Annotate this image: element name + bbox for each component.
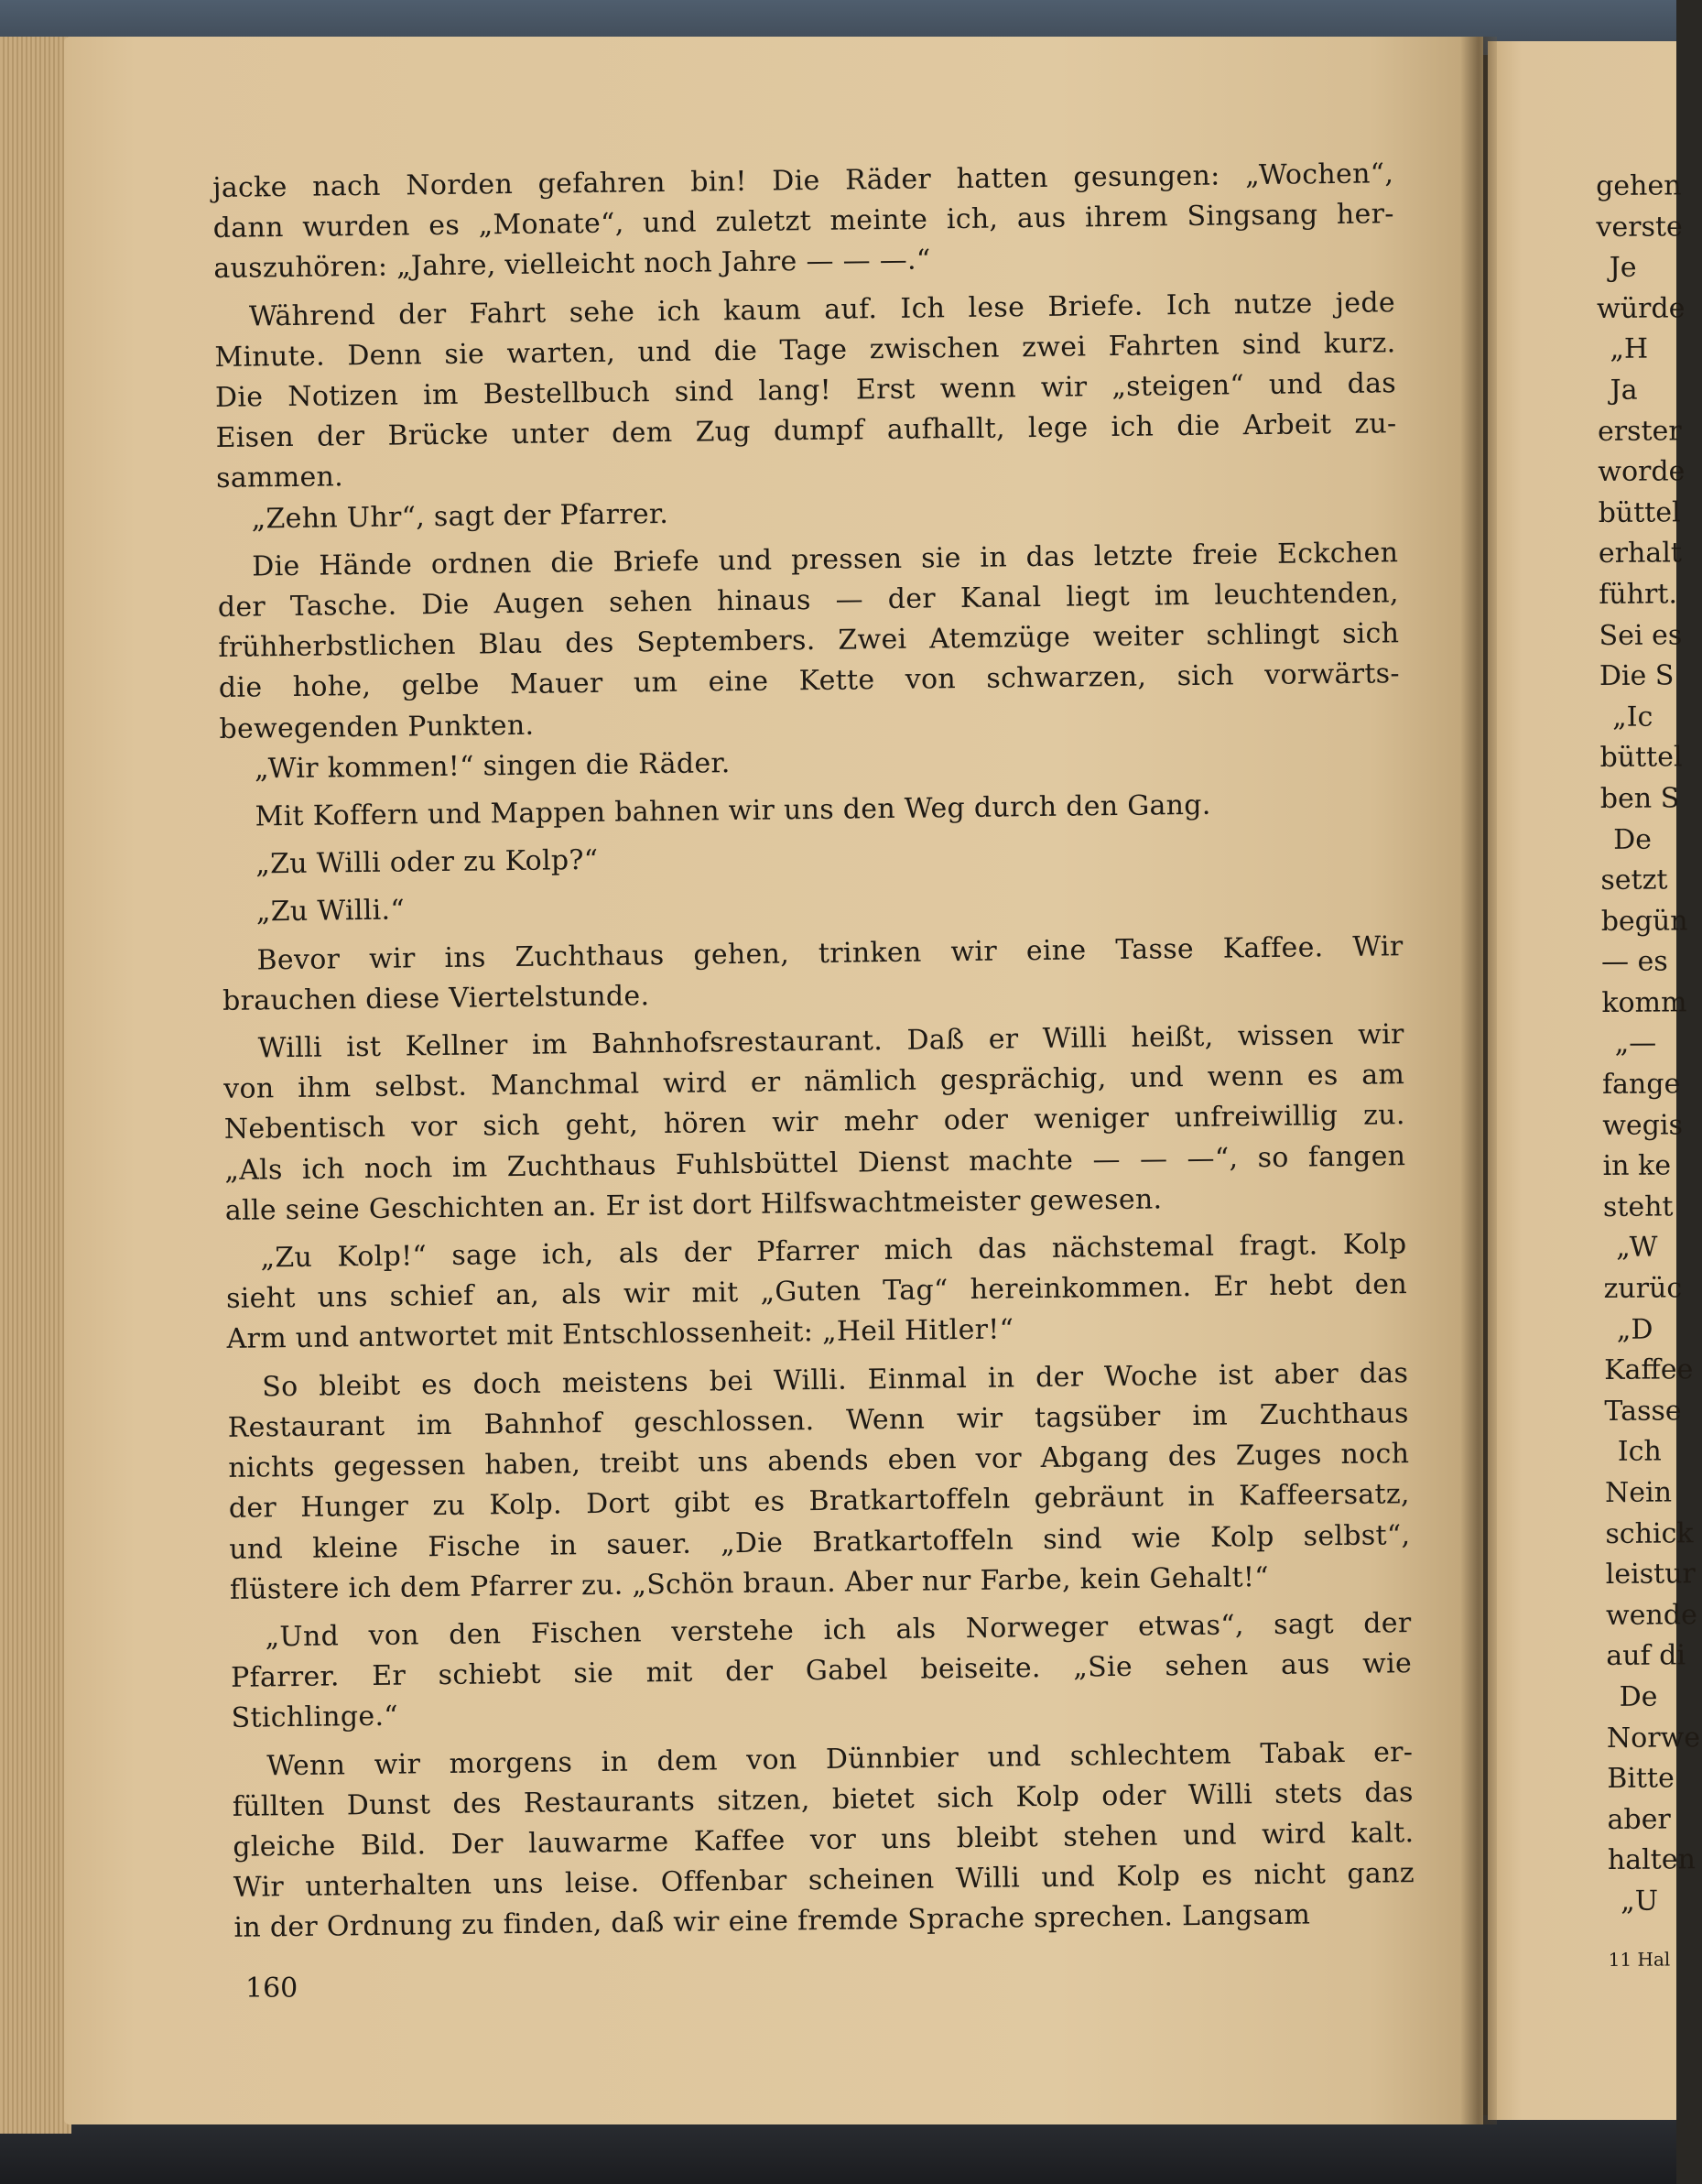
- text-line: Die Notizen im Bestellbuch sind lang! Erst wenn wir „steigen“ und das: [214, 367, 1397, 414]
- text-line: jacke nach Norden gefahren bin! Die Räder hatten gesungen: „Wochen“,: [212, 158, 1394, 204]
- facing-text-fragment: ben S: [1599, 782, 1680, 815]
- page-number: 160: [245, 1972, 298, 2005]
- facing-text-fragment: Nein: [1604, 1476, 1673, 1509]
- facing-text-fragment: „U: [1621, 1885, 1659, 1918]
- text-line: sieht uns schief an, als wir mit „Guten Tag“ hereinkommen. Er hebt den: [225, 1268, 1408, 1316]
- text-line: Die Hände ordnen die Briefe und pressen sie in das letzte freie Eckchen: [252, 537, 1399, 583]
- facing-text-fragment: schick: [1605, 1516, 1694, 1550]
- text-line: Stichlinge.“: [231, 1700, 399, 1735]
- facing-text-fragment: auf di: [1606, 1639, 1686, 1673]
- facing-text-fragment: — es: [1600, 945, 1668, 979]
- text-line: frühherbstlichen Blau des Septembers. Zwei Atemzüge weiter schlingt sich: [218, 617, 1400, 665]
- facing-text-fragment: würde: [1596, 292, 1686, 325]
- facing-text-fragment: führt.: [1599, 578, 1678, 611]
- facing-text-fragment: „Ic: [1612, 701, 1653, 733]
- text-line: der Hunger zu Kolp. Dort gibt es Bratkartoffeln gebräunt in Kaffeersatz,: [228, 1478, 1411, 1526]
- text-line: dann wurden es „Monate“, und zuletzt meinte ich, aus ihrem Singsang her-: [212, 198, 1394, 245]
- facing-text-fragment: büttel: [1599, 741, 1683, 775]
- text-line: „Zu Willi.“: [255, 894, 406, 929]
- text-line: „Zehn Uhr“, sagt der Pfarrer.: [251, 497, 669, 536]
- text-line: Arm und antwortet mit Entschlossenheit: „Heil Hitler!“: [226, 1313, 1014, 1356]
- facing-text-fragment: leistur: [1605, 1558, 1696, 1592]
- facing-text-fragment: in ke: [1602, 1149, 1672, 1183]
- text-line: „Zu Kolp!“ sage ich, als der Pfarrer mich das nächstemal fragt. Kolp: [260, 1228, 1407, 1275]
- text-line: gleiche Bild. Der lauwarme Kaffee vor uns bleibt stehen und wird kalt.: [233, 1817, 1415, 1863]
- facing-text-fragment: setzt: [1600, 864, 1668, 897]
- facing-footer-fragment: 11 Hal: [1608, 1948, 1671, 1971]
- facing-text-fragment: büttel: [1598, 496, 1681, 529]
- text-line: „Als ich noch im Zuchthaus Fuhlsbüttel Dienst machte — — —“, so fangen: [224, 1139, 1406, 1187]
- text-line: Wenn wir morgens in dem von Dünnbier und schlechtem Tabak er-: [266, 1735, 1414, 1782]
- facing-text-fragment: „W: [1616, 1231, 1658, 1265]
- facing-text-fragment: wegis: [1602, 1109, 1684, 1142]
- facing-text-fragment: Kaffee: [1604, 1353, 1694, 1387]
- text-line: Pfarrer. Er schiebt sie mit der Gabel beiseite. „Sie sehen aus wie: [230, 1647, 1413, 1694]
- facing-text-fragment: Norwe: [1606, 1721, 1701, 1755]
- text-line: Restaurant im Bahnhof geschlossen. Wenn wir tagsüber im Zuchthaus: [227, 1397, 1409, 1444]
- facing-text-fragment: Je: [1609, 251, 1637, 285]
- facing-page-text: [1596, 166, 1701, 1980]
- text-line: Eisen der Brücke unter dem Zug dumpf aufhallt, lege ich die Arbeit zu-: [215, 407, 1397, 455]
- text-line: in der Ordnung zu finden, daß wir eine fremde Sprache sprechen. Langsam: [233, 1898, 1311, 1945]
- text-line: „Und von den Fischen verstehe ich als Norweger etwas“, sagt der: [265, 1607, 1412, 1654]
- facing-text-fragment: komm: [1601, 986, 1687, 1019]
- facing-text-fragment: De: [1613, 823, 1653, 856]
- facing-text-fragment: fange: [1601, 1068, 1681, 1102]
- text-line: brauchen diese Viertelstunde.: [222, 980, 650, 1017]
- facing-text-fragment: Bitte: [1607, 1762, 1675, 1796]
- text-line: „Wir kommen!“ singen die Räder.: [254, 746, 731, 786]
- page-stack-edge: [0, 37, 71, 2134]
- facing-text-fragment: wende: [1605, 1599, 1697, 1632]
- text-line: „Zu Willi oder zu Kolp?“: [255, 844, 599, 881]
- facing-text-fragment: halten: [1607, 1843, 1696, 1877]
- text-line: sammen.: [215, 461, 344, 495]
- body-text: [212, 154, 1415, 1949]
- book-cover-bottom-edge: [0, 2115, 1676, 2184]
- text-line: Während der Fahrt sehe ich kaum auf. Ich lese Briefe. Ich nutze jede: [248, 286, 1396, 333]
- text-line: Nebentisch vor sich geht, hören wir mehr oder weniger unfreiwillig zu.: [223, 1099, 1405, 1146]
- text-line: nichts gegessen haben, treibt uns abends eben vor Abgang des Zuges noch: [228, 1438, 1410, 1484]
- text-line: So bleibt es doch meistens bei Willi. Einmal in der Woche ist aber das: [262, 1356, 1409, 1404]
- facing-text-fragment: Ich: [1617, 1435, 1662, 1469]
- facing-text-fragment: verste: [1596, 210, 1683, 244]
- facing-text-fragment: Sei es: [1599, 618, 1683, 652]
- facing-text-fragment: erhalt: [1598, 537, 1683, 570]
- text-line: bewegenden Punkten.: [219, 709, 535, 745]
- facing-text-fragment: gehen: [1596, 169, 1682, 202]
- facing-text-fragment: De: [1619, 1680, 1658, 1713]
- facing-text-fragment: zurüc: [1603, 1272, 1683, 1306]
- text-line: Wir unterhalten uns leise. Offenbar scheinen Willi und Kolp es nicht ganz: [233, 1857, 1415, 1904]
- facing-text-fragment: Tasse: [1604, 1395, 1682, 1428]
- facing-text-fragment: „D: [1616, 1313, 1653, 1346]
- text-line: der Tasche. Die Augen sehen hinaus — der Kanal liegt im leuchtenden,: [217, 577, 1399, 624]
- facing-text-fragment: „H: [1610, 332, 1649, 366]
- text-line: Mit Koffern und Mappen bahnen wir uns den Weg durch den Gang.: [255, 788, 1211, 833]
- facing-text-fragment: aber: [1607, 1803, 1671, 1836]
- text-line: Minute. Denn sie warten, und die Tage zwischen zwei Fahrten sind kurz.: [214, 327, 1396, 374]
- text-line: die hohe, gelbe Mauer um eine Kette von schwarzen, sich vorwärts-: [218, 657, 1401, 705]
- text-line: Bevor wir ins Zuchthaus gehen, trinken wir eine Tasse Kaffee. Wir: [256, 929, 1404, 977]
- text-line: füllten Dunst des Restaurants sitzen, bietet sich Kolp oder Willi stets das: [232, 1776, 1414, 1823]
- facing-text-fragment: Die S: [1599, 659, 1675, 693]
- text-line: flüstere ich dem Pfarrer zu. „Schön braun. Aber nur Farbe, kein Gehalt!“: [229, 1560, 1270, 1606]
- text-line: auszuhören: „Jahre, vielleicht noch Jahre — — —.“: [213, 244, 931, 286]
- text-line: Willi ist Kellner im Bahnhofsrestaurant. Daß er Willi heißt, wissen wir: [257, 1018, 1404, 1065]
- book-gutter: [1460, 37, 1497, 2124]
- facing-text-fragment: erster: [1597, 414, 1682, 448]
- facing-text-fragment: steht: [1602, 1190, 1674, 1223]
- text-line: und kleine Fische in sauer. „Die Bratkartoffeln sind wie Kolp selbst“,: [229, 1518, 1411, 1566]
- facing-text-fragment: „—: [1614, 1027, 1657, 1060]
- facing-text-fragment: Ja: [1610, 374, 1638, 407]
- text-line: alle seine Geschichten an. Er ist dort Hilfswachtmeister gewesen.: [224, 1183, 1163, 1227]
- facing-text-fragment: worde: [1598, 455, 1686, 489]
- text-line: von ihm selbst. Manchmal wird er nämlich gesprächig, und wenn es am: [223, 1059, 1405, 1106]
- facing-text-fragment: begün: [1600, 905, 1688, 938]
